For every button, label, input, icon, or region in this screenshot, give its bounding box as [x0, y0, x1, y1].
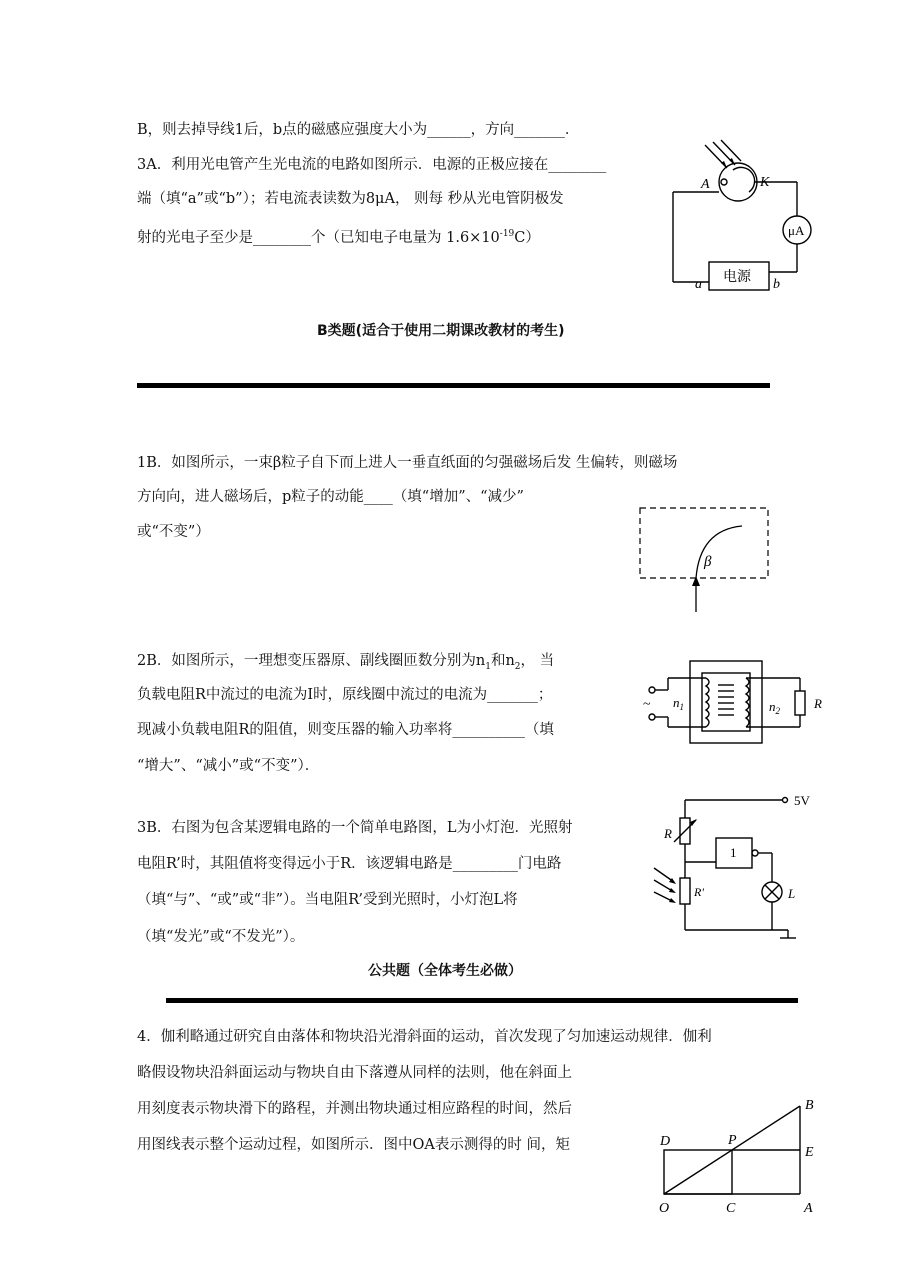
phototube-circuit-figure — [665, 140, 825, 300]
question-2b-line2: 负载电阻R中流过的电流为I时，原线圈中流过的电流为_______； — [137, 687, 553, 703]
label-C: C — [726, 1201, 736, 1216]
logic-gate-circuit-figure — [640, 790, 830, 950]
section-b-heading: B类题(适合于使用二期课改教材的考生) — [317, 323, 565, 339]
lamp-L-label: L — [788, 886, 796, 901]
section-divider — [137, 383, 770, 388]
beta-magnetic-field-figure — [630, 500, 780, 620]
question-3a-line2: 端（填“a”或“b”）；若电流表读数为8μA， 则每 秒从光电管阴极发 — [137, 191, 564, 207]
power-source-label: 电源 — [723, 270, 751, 285]
label-P: P — [728, 1133, 737, 1148]
voltage-5v-label: 5V — [794, 793, 810, 808]
transformer-figure — [640, 655, 840, 750]
label-D: D — [660, 1134, 671, 1149]
question-1b-line1: 1B．如图所示，一束β粒子自下而上进人一垂直纸面的匀强磁场后发 生偏转，则磁场 — [137, 455, 678, 471]
question-4-line1: 4．伽利略通过研究自由落体和物块沿光滑斜面的运动，首次发现了匀加速运动规律．伽利 — [137, 1029, 712, 1045]
question-1b-line3: 或“不变”） — [137, 524, 210, 540]
label-K: K — [760, 175, 770, 190]
question-4-line4: 用图线表示整个运动过程，如图所示．图中OA表示测得的时 间，矩 — [137, 1137, 570, 1153]
text-line-b-continuation: B，则去掉导线1后，b点的磁感应强度大小为______，方向_______． — [137, 122, 580, 138]
label-A: A — [804, 1201, 813, 1216]
resistor-R-label: R — [664, 826, 672, 841]
question-4-line2: 略假设物块沿斜面运动与物块自由下落遵从同样的法则，他在斜面上 — [137, 1065, 572, 1081]
question-1b-line2: 方向向，进人磁场后，p粒子的动能____（填“增加”、“减少” — [137, 489, 524, 505]
galileo-graph-figure — [650, 1090, 830, 1220]
resistor-R-label: R — [814, 696, 822, 711]
label-O: O — [659, 1201, 670, 1216]
photoresistor-label: R' — [694, 885, 704, 899]
question-3a-line1: 3A．利用光电管产生光电流的电路如图所示．电源的正极应接在________ — [137, 157, 607, 173]
label-B: B — [805, 1098, 814, 1113]
question-3b-line4: （填“发光”或“不发光”）。 — [137, 929, 305, 945]
terminal-b-label: b — [773, 277, 780, 292]
gate-label: 1 — [730, 845, 737, 860]
terminal-a-label: a — [695, 277, 702, 292]
section-divider-public — [166, 998, 798, 1003]
question-2b-line3: 现减小负载电阻R的阻值，则变压器的输入功率将__________（填 — [137, 722, 554, 738]
question-3b-line1: 3B．右图为包含某逻辑电路的一个简单电路图，L为小灯泡．光照射 — [137, 820, 573, 836]
question-3b-line2: 电阻R’时，其阻值将变得远小于R．该逻辑电路是_________门电路 — [137, 856, 562, 872]
microammeter-label: μA — [788, 223, 805, 238]
question-4-line3: 用刻度表示物块滑下的路程，并测出物块通过相应路程的时间，然后 — [137, 1101, 572, 1117]
ac-source-symbol: ~ — [643, 697, 651, 712]
section-public-heading: 公共题（全体考生必做） — [368, 963, 522, 979]
label-A: A — [701, 177, 710, 192]
question-3a-line3: 射的光电子至少是________个（已知电子电量为 $1.6\times 10^{-19}C$） — [137, 229, 540, 246]
question-2b-line4: “增大”、“减小”或“不变”）． — [137, 758, 320, 774]
question-3b-line3: （填“与”、“或”或“非”）。当电阻R’受到光照时，小灯泡L将 — [137, 892, 518, 908]
n1-label: $n_1$ — [673, 695, 684, 712]
n2-label: $n_2$ — [769, 699, 780, 716]
question-2b-line1: 2B．如图所示，一理想变压器原、副线圈匝数分别为$n_1$和$n_2$， 当 — [137, 653, 555, 672]
label-E: E — [805, 1145, 814, 1160]
beta-label: β — [704, 554, 712, 570]
